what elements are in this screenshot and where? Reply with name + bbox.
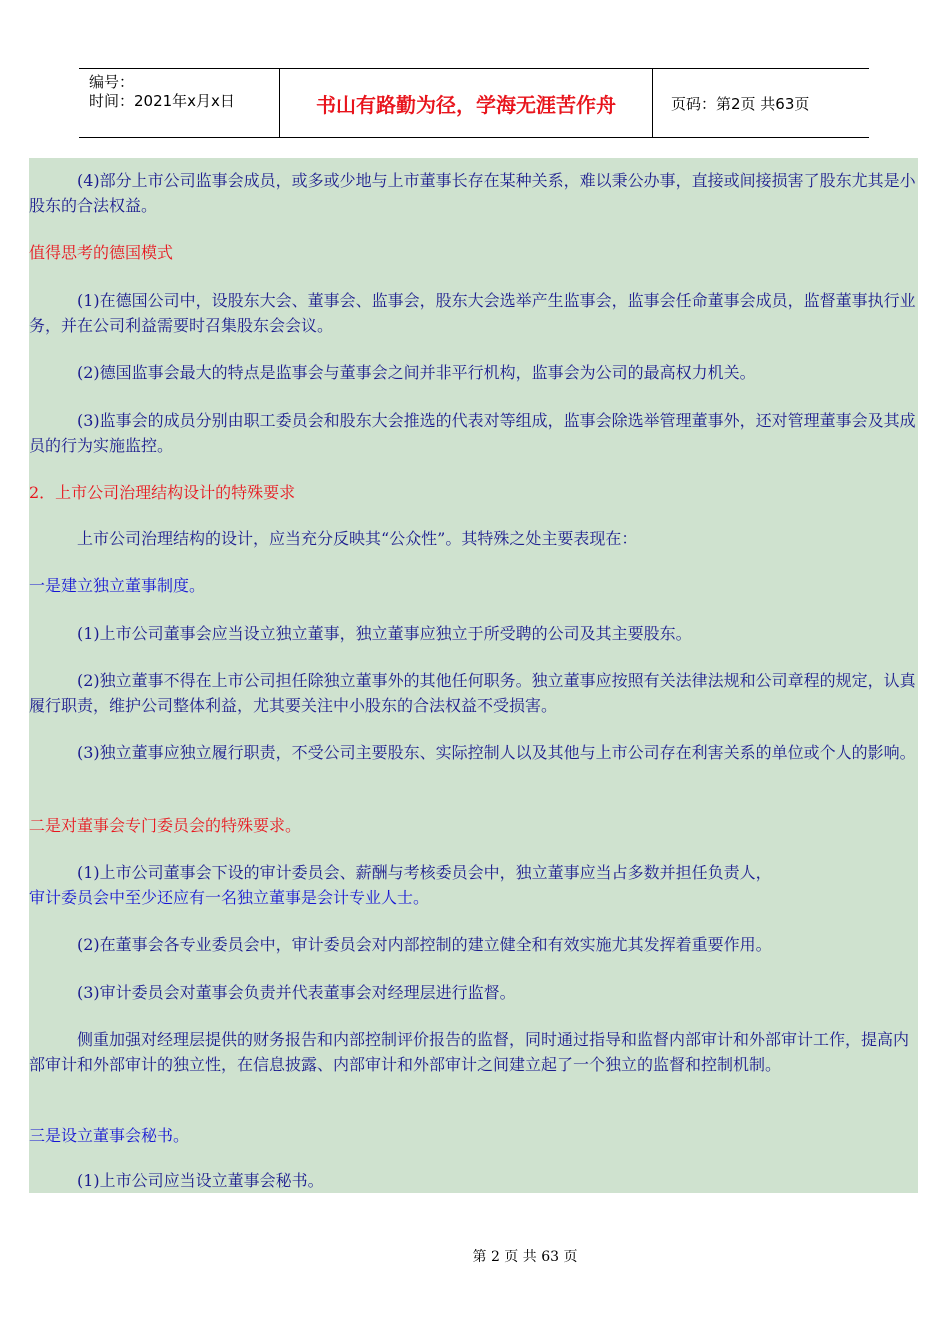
- document-body: [29, 158, 918, 1193]
- page-footer: 第 2 页 共 63 页: [472, 1249, 578, 1265]
- paragraph: (1)上市公司董事会下设的审计委员会、薪酬与考核委员会中，独立董事应当占多数并担任负责人，: [77, 863, 772, 882]
- page-header: [79, 68, 869, 138]
- paragraph: (4)部分上市公司监事会成员，或多或少地与上市董事长存在某种关系，难以秉公办事，直接或间接损害了股东尤其是小股东的合法权益。: [29, 171, 916, 215]
- paragraph: (2)德国监事会最大的特点是监事会与董事会之间并非平行机构，监事会为公司的最高权力机关。: [77, 363, 756, 382]
- paragraph: (3)监事会的成员分别由职工委员会和股东大会推选的代表对等组成，监事会除选举管理董事外，还对管理董事会及其成员的行为实施监控。: [29, 411, 916, 455]
- section-heading: 2．上市公司治理结构设计的特殊要求: [29, 483, 296, 502]
- paragraph: (3)审计委员会对董事会负责并代表董事会对经理层进行监督。: [77, 983, 516, 1002]
- paragraph-continuation: 审计委员会中至少还应有一名独立董事是会计专业人士。: [29, 888, 430, 907]
- subsection-heading: 一是建立独立董事制度。: [29, 576, 206, 595]
- paragraph: (1)在德国公司中，设股东大会、董事会、监事会，股东大会选举产生监事会，监事会任命董事会成员，监督董事执行业务，并在公司利益需要时召集股东会会议。: [29, 291, 916, 335]
- document-number-label: 编号：: [89, 73, 135, 91]
- paragraph: 上市公司治理结构的设计，应当充分反映其“公众性”。其特殊之处主要表现在：: [77, 529, 638, 548]
- paragraph: 侧重加强对经理层提供的财务报告和内部控制评价报告的监督，同时通过指导和监督内部审计和外部审计工作，提高内部审计和外部审计的独立性，在信息披露、内部审计和外部审计之间建立起了一个独立的监督和控制机制。: [29, 1030, 910, 1074]
- paragraph: (2)独立董事不得在上市公司担任除独立董事外的其他任何职务。独立董事应按照有关法律法规和公司章程的规定，认真履行职责，维护公司整体利益，尤其要关注中小股东的合法权益不受损害。: [29, 671, 916, 715]
- header-motto: 书山有路勤为径，学海无涯苦作舟: [280, 69, 653, 137]
- paragraph: (2)在董事会各专业委员会中，审计委员会对内部控制的建立健全和有效实施尤其发挥着重要作用。: [77, 935, 772, 954]
- document-date: 时间：2021年x月x日: [89, 92, 235, 110]
- page-info-text: 页码：第2页 共63页: [671, 94, 810, 113]
- paragraph: (1)上市公司董事会应当设立独立董事，独立董事应独立于所受聘的公司及其主要股东。: [77, 624, 692, 643]
- header-meta: [79, 69, 280, 137]
- section-heading: 值得思考的德国模式: [29, 243, 174, 262]
- paragraph: (3)独立董事应独立履行职责，不受公司主要股东、实际控制人以及其他与上市公司存在利害关系的单位或个人的影响。: [77, 743, 916, 762]
- header-page-info: [663, 69, 869, 137]
- section-heading: 二是对董事会专门委员会的特殊要求。: [29, 816, 302, 835]
- subsection-heading: 三是设立董事会秘书。: [29, 1126, 190, 1145]
- paragraph: (1)上市公司应当设立董事会秘书。: [77, 1171, 324, 1190]
